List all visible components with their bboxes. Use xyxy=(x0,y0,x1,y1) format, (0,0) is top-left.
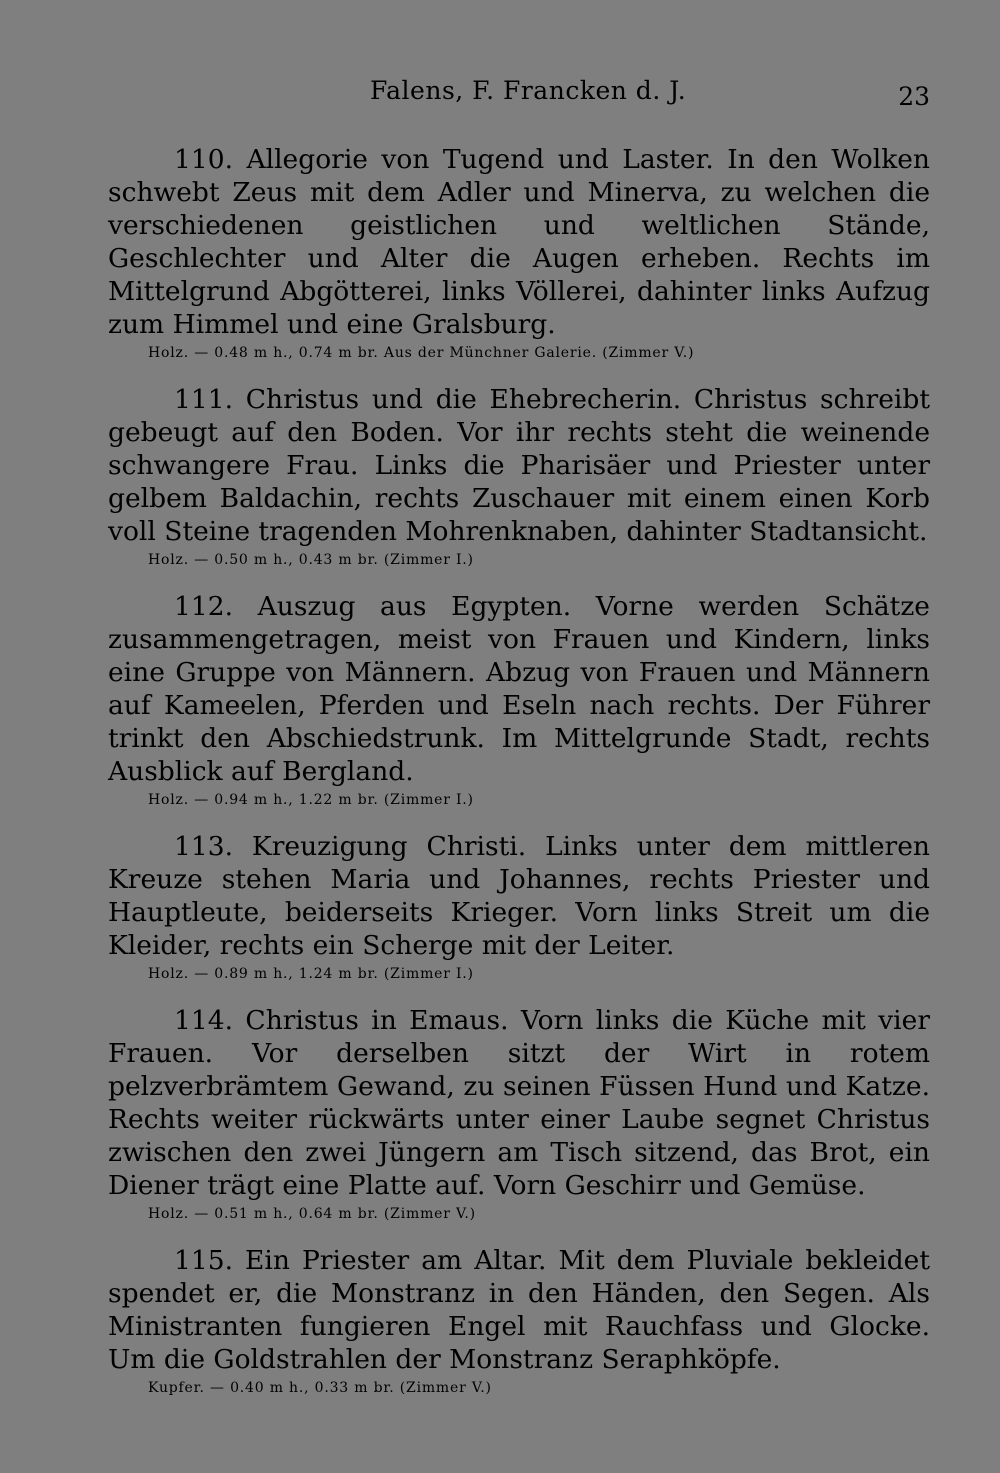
page-header xyxy=(110,76,930,110)
entry-description: Christus in Emaus. Vorn links die Küche mit vier Frauen. Vor derselben sitzt der Wirt in rotem pelzverbrämtem Gewand, zu seinen Füssen Hund und Katze. Rechts weiter rückwärts unter einer Laube segnet Christus zwischen den zwei Jüngern am Tisch sitzend, das Brot, ein Diener trägt eine Platte auf. Vorn Geschirr und Gemüse. xyxy=(108,1005,930,1201)
entry-text xyxy=(108,590,930,788)
entry-number: 115. xyxy=(174,1245,234,1276)
entry-text xyxy=(108,1244,930,1376)
entry-text xyxy=(108,1004,930,1202)
entry-medium-dimensions: Holz. — 0.51 m h., 0.64 m br. (Zimmer V.) xyxy=(148,1206,476,1222)
entry-number: 113. xyxy=(174,831,234,862)
entry-medium-dimensions: Holz. — 0.48 m h., 0.74 m br. Aus der Münchner Galerie. (Zimmer V.) xyxy=(148,345,695,361)
entry-description: Allegorie von Tugend und Laster. In den Wolken schwebt Zeus mit dem Adler und Minerva, zu welchen die verschiedenen geistlichen und weltlichen Stände, Geschlechter und Alter die Augen erheben. Rechts im Mittelgrund Abgötterei, links Völlerei, dahinter links Aufzug zum Himmel und eine Gralsburg. xyxy=(108,144,930,340)
entry-medium-dimensions: Holz. — 0.89 m h., 1.24 m br. (Zimmer I.) xyxy=(148,966,474,982)
catalogue-entry xyxy=(108,1244,930,1398)
catalogue-entry xyxy=(108,143,930,363)
catalogue-entry xyxy=(108,830,930,984)
entry-medium-dimensions: Holz. — 0.94 m h., 1.22 m br. (Zimmer I.) xyxy=(148,792,474,808)
entry-description: Auszug aus Egypten. Vorne werden Schätze zusammengetragen, meist von Frauen und Kindern, links eine Gruppe von Männern. Abzug von Frauen und Männern auf Kameelen, Pferden und Eseln nach rechts. Der Führer trinkt den Abschiedstrunk. Im Mittelgrunde Stadt, rechts Ausblick auf Bergland. xyxy=(108,591,930,787)
catalogue-entry xyxy=(108,383,930,570)
entry-medium-dimensions: Holz. — 0.50 m h., 0.43 m br. (Zimmer I.) xyxy=(148,552,474,568)
catalogue-entry xyxy=(108,590,930,810)
entry-text xyxy=(108,383,930,548)
entry-number: 114. xyxy=(174,1005,234,1036)
entry-description: Christus und die Ehebrecherin. Christus schreibt gebeugt auf den Boden. Vor ihr rechts steht die weinende schwangere Frau. Links die Pharisäer und Priester unter gelbem Baldachin, rechts Zuschauer mit einem einen Korb voll Steine tragenden Mohrenknaben, dahinter Stadtansicht. xyxy=(108,384,930,547)
entry-description: Kreuzigung Christi. Links unter dem mittleren Kreuze stehen Maria und Johannes, rechts Priester und Hauptleute, beiderseits Krieger. Vorn links Streit um die Kleider, rechts ein Scherge mit der Leiter. xyxy=(108,831,930,961)
running-head: Falens, F. Francken d. J. xyxy=(370,76,687,105)
catalogue-entry xyxy=(108,1004,930,1224)
entry-medium-dimensions: Kupfer. — 0.40 m h., 0.33 m br. (Zimmer V.) xyxy=(148,1380,492,1396)
entry-text xyxy=(108,143,930,341)
catalogue-entries xyxy=(108,143,930,1418)
entry-description: Ein Priester am Altar. Mit dem Pluviale bekleidet spendet er, die Monstranz in den Händen, den Segen. Als Ministranten fungieren Engel mit Rauchfass und Glocke. Um die Goldstrahlen der Monstranz Seraphköpfe. xyxy=(108,1245,930,1375)
entry-number: 112. xyxy=(174,591,234,622)
page-number: 23 xyxy=(898,82,930,111)
entry-text xyxy=(108,830,930,962)
entry-number: 111. xyxy=(174,384,234,415)
entry-number: 110. xyxy=(174,144,234,175)
